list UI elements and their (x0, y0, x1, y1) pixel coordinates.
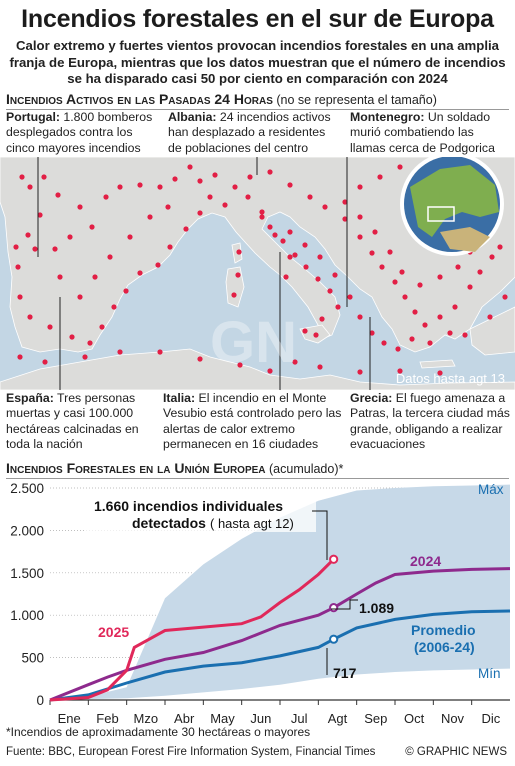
y-axis-ticks (10, 481, 44, 708)
map-section-header (6, 91, 437, 107)
caption-portugal-text: 1.800 bomberos desplegados contra los cinco mayores incendios (6, 110, 153, 155)
x-axis-ticks (50, 700, 501, 726)
caption-albania (168, 110, 340, 156)
fire-marker (313, 332, 318, 337)
fire-marker (157, 184, 162, 189)
fire-marker (232, 184, 237, 189)
label-2024: 2024 (410, 553, 442, 569)
fire-marker (77, 204, 82, 209)
x-tick-label: Jul (290, 711, 308, 726)
fire-marker (111, 304, 116, 309)
map-date-label: Datos hasta agt 13 (395, 371, 505, 386)
fire-marker (395, 346, 400, 351)
page-subtitle: Calor extremo y fuertes vientos provocan incendios forestales en una amplia franja de Europa, mientras que los datos muestran que el número de incendios se ha disparado casi 50 por ciento en comparación con 2024 (9, 38, 506, 86)
fire-marker (55, 192, 60, 197)
fire-marker (147, 214, 152, 219)
fire-marker (236, 249, 241, 254)
caption-espana (6, 391, 156, 453)
y-tick-label: 2.000 (10, 523, 44, 539)
x-tick-label: May (210, 711, 235, 726)
fire-marker (332, 272, 337, 277)
fire-marker (447, 330, 452, 335)
caption-portugal-country: Portugal: (6, 110, 60, 124)
label-promedio: Promedio (411, 622, 476, 638)
x-tick-label: Nov (440, 711, 465, 726)
annotation-2024-value: 1.089 (359, 600, 395, 616)
fire-marker (13, 244, 18, 249)
fire-marker (319, 316, 324, 321)
fire-marker (42, 359, 47, 364)
fire-marker (322, 204, 327, 209)
fire-marker (379, 264, 384, 269)
fire-marker (437, 274, 442, 279)
x-tick-label: Dic (481, 711, 501, 726)
fire-marker (17, 294, 22, 299)
fire-marker (245, 194, 250, 199)
caption-italia (163, 391, 343, 453)
fire-marker (157, 349, 162, 354)
fire-marker (372, 229, 377, 234)
fire-marker (287, 182, 292, 187)
main-annotation-line2: detectados (132, 515, 206, 531)
fire-marker (99, 324, 104, 329)
source: Fuente: BBC, European Forest Fire Information System, Financial Times (6, 746, 376, 758)
caption-grecia-text: El fuego amenaza a Patras, la tercera ciudad más grande, obligando a realizar evacuaciones (350, 391, 510, 452)
fire-marker (497, 244, 502, 249)
fire-marker (19, 174, 24, 179)
main-annotation-line3: ( hasta agt 12) (210, 516, 294, 531)
x-tick-label: Sep (364, 711, 388, 726)
fire-marker (87, 340, 92, 345)
fire-marker (167, 244, 172, 249)
fire-marker (77, 294, 82, 299)
x-tick-label: Ene (57, 711, 81, 726)
caption-italia-text: El incendio en el Monte Vesubio está controlado pero las alertas de calor extremo permanecen en 16 ciudades (163, 391, 342, 452)
annotation-avg-value: 717 (333, 665, 357, 681)
fire-marker (292, 252, 297, 257)
fire-marker (123, 288, 128, 293)
fire-marker (137, 182, 142, 187)
fire-marker (67, 234, 72, 239)
fire-marker (52, 246, 57, 251)
caption-espana-text: Tres personas muertas y casi 100.000 hectáreas calcinadas en toda la nación (6, 391, 139, 452)
map-section-title: Incendios Activos en las Pasadas 24 Horas (6, 91, 273, 107)
fire-marker (402, 294, 407, 299)
fire-marker (412, 309, 417, 314)
fire-marker (327, 288, 332, 293)
fire-marker (307, 194, 312, 199)
fire-marker (357, 184, 362, 189)
fire-marker (17, 354, 22, 359)
fire-marker (137, 270, 142, 275)
fire-marker (103, 194, 108, 199)
fire-marker (347, 294, 352, 299)
chart-section-note: (acumulado)* (269, 462, 344, 476)
cumulative-fires-chart (0, 478, 515, 740)
main-annotation-line1: 1.660 incendios individuales (94, 498, 284, 514)
fire-marker (280, 238, 285, 243)
caption-montenegro-text: Un soldado murió combatiendo las llamas cerca de Podgorica (350, 110, 495, 155)
fire-marker (409, 336, 414, 341)
fire-marker (27, 184, 32, 189)
y-tick-label: 1.000 (10, 608, 44, 624)
caption-albania-country: Albania: (168, 110, 217, 124)
fire-marker (427, 340, 432, 345)
map-section-note: (no se representa el tamaño) (276, 93, 437, 107)
label-2025: 2025 (98, 624, 130, 640)
fire-marker (267, 169, 272, 174)
fire-marker (317, 364, 322, 369)
caption-montenegro (350, 110, 510, 156)
fire-marker (212, 172, 217, 177)
caption-albania-text: 24 incendios activos han desplazado a residentes de poblaciones del centro (168, 110, 331, 155)
fires-map (0, 157, 515, 390)
fire-marker (267, 224, 272, 229)
fire-marker (69, 334, 74, 339)
chart-section-title: Incendios Forestales en la Unión Europea (6, 460, 266, 476)
fire-marker (462, 332, 467, 337)
fire-marker (287, 254, 292, 259)
fire-marker (155, 262, 160, 267)
fire-marker (502, 294, 507, 299)
x-tick-label: Agt (327, 711, 348, 726)
y-tick-label: 0 (36, 693, 44, 708)
fire-marker (172, 176, 177, 181)
x-tick-label: Jun (250, 711, 272, 726)
caption-montenegro-country: Montenegro: (350, 110, 425, 124)
fire-marker (47, 324, 52, 329)
caption-italia-country: Italia: (163, 391, 196, 405)
fire-marker (197, 178, 202, 183)
y-tick-label: 1.500 (10, 565, 44, 581)
fire-marker (302, 242, 307, 247)
fire-marker (357, 314, 362, 319)
fire-marker (231, 292, 236, 297)
x-tick-label: Mzo (133, 711, 159, 726)
marker-2024 (330, 604, 337, 611)
caption-grecia-country: Grecia: (350, 391, 393, 405)
fire-marker (392, 279, 397, 284)
fire-marker (197, 210, 202, 215)
fire-marker (303, 264, 308, 269)
fire-marker (41, 174, 46, 179)
fire-marker (335, 304, 340, 309)
x-tick-label: Oct (404, 711, 425, 726)
fire-marker (25, 232, 30, 237)
fire-marker (489, 254, 494, 259)
fire-marker (357, 234, 362, 239)
fire-marker (207, 194, 212, 199)
fire-marker (377, 174, 382, 179)
fire-marker (422, 322, 427, 327)
fire-marker (259, 214, 264, 219)
fire-marker (222, 202, 227, 207)
fire-marker (197, 356, 202, 361)
fire-marker (317, 254, 322, 259)
fire-marker (387, 249, 392, 254)
fire-marker (272, 232, 277, 237)
fire-marker (57, 274, 62, 279)
label-promedio-range: (2006-24) (414, 639, 475, 655)
caption-grecia (350, 391, 510, 453)
fire-marker (477, 269, 482, 274)
fire-marker (107, 254, 112, 259)
marker-promedio (330, 636, 337, 643)
fire-marker (287, 229, 292, 234)
caption-espana-country: España: (6, 391, 54, 405)
fire-marker (452, 304, 457, 309)
caption-portugal (6, 110, 156, 156)
x-tick-label: Feb (96, 711, 119, 726)
y-tick-label: 500 (21, 650, 44, 666)
fire-marker (187, 164, 192, 169)
fire-marker (15, 264, 20, 269)
footnote: *Incendios de aproximadamente 30 hectáreas o mayores (6, 725, 311, 739)
fire-marker (127, 234, 132, 239)
fire-marker (381, 340, 386, 345)
fire-marker (467, 284, 472, 289)
fire-marker (437, 314, 442, 319)
fire-marker (117, 184, 122, 189)
fire-marker (357, 369, 362, 374)
watermark-text: GN (210, 310, 297, 375)
fire-marker (235, 272, 240, 277)
credit: © GRAPHIC NEWS (405, 746, 507, 758)
fire-marker (259, 209, 264, 214)
fire-marker (397, 164, 402, 169)
watermark (210, 310, 297, 375)
fire-marker (27, 314, 32, 319)
fire-marker (369, 250, 374, 255)
y-tick-label: 2.500 (10, 481, 44, 496)
fire-marker (417, 282, 422, 287)
band-min-label: Mín (478, 666, 501, 681)
fire-marker (32, 246, 37, 251)
band-max-label: Máx (478, 482, 504, 497)
fire-marker (247, 174, 252, 179)
page-title: Incendios forestales en el sur de Europa (21, 5, 494, 33)
fire-marker (183, 226, 188, 231)
fire-marker (165, 204, 170, 209)
chart-section-header (6, 460, 343, 476)
fire-marker (82, 354, 87, 359)
fire-marker (455, 264, 460, 269)
fire-marker (487, 314, 492, 319)
fire-marker (283, 274, 288, 279)
fire-marker (89, 224, 94, 229)
fire-marker (315, 276, 320, 281)
fire-marker (92, 274, 97, 279)
fire-marker (399, 269, 404, 274)
marker-2025 (330, 556, 337, 563)
x-tick-label: Abr (174, 711, 195, 726)
fire-marker (302, 328, 307, 333)
fire-marker (357, 214, 362, 219)
fire-marker (117, 349, 122, 354)
